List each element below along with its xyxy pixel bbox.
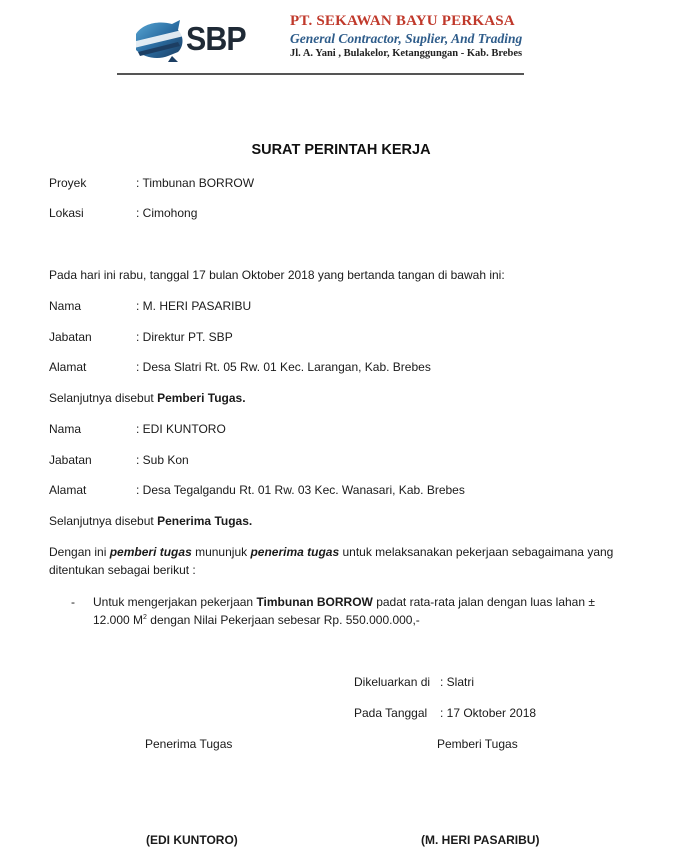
instruction-text: untuk melaksanakan pekerjaan sebagaimana yang (339, 545, 614, 559)
signature-right-name: (M. HERI PASARIBU) (421, 833, 540, 847)
party2-alamat-label: Alamat (49, 483, 87, 497)
signature-left-name: (EDI KUNTORO) (146, 833, 238, 847)
task-project-name: Timbunan BORROW (256, 595, 373, 609)
company-address: Jl. A. Yani , Bulakelor, Ketanggungan - Kab. Brebes (290, 48, 523, 59)
intro-text: Pada hari ini rabu, tanggal 17 bulan Oktober 2018 yang bertanda tangan di bawah ini: (49, 268, 505, 282)
party1-alamat-label: Alamat (49, 360, 87, 374)
task-bullet: - (71, 595, 75, 609)
instruction-line-2: ditentukan sebagai berikut : (49, 563, 196, 577)
party2-jabatan-label: Jabatan (49, 453, 92, 467)
party1-alamat-value: : Desa Slatri Rt. 05 Rw. 01 Kec. Larangan, Kab. Brebes (136, 360, 431, 374)
instruction-text: Dengan ini (49, 545, 110, 559)
party1-jabatan-value: : Direktur PT. SBP (136, 330, 233, 344)
lokasi-label: Lokasi (49, 206, 84, 220)
company-logo (128, 16, 253, 66)
task-area: 12.000 M (93, 613, 144, 627)
lokasi-value: : Cimohong (136, 206, 198, 220)
party2-nama-value: : EDI KUNTORO (136, 422, 226, 436)
proyek-label: Proyek (49, 176, 87, 190)
task-value: dengan Nilai Pekerjaan sebesar Rp. 550.000.000,- (146, 613, 420, 627)
party2-reference (49, 514, 252, 528)
logo-text: SBP (186, 20, 246, 57)
document-title: SURAT PERINTAH KERJA (251, 142, 431, 158)
task-text: padat rata-rata jalan dengan luas lahan ± (372, 595, 595, 609)
party1-jabatan-label: Jabatan (49, 330, 92, 344)
party2-alamat-value: : Desa Tegalgandu Rt. 01 Rw. 03 Kec. Wanasari, Kab. Brebes (136, 483, 465, 497)
party2-ref-prefix: Selanjutnya disebut (49, 514, 158, 528)
instruction-text: mununjuk (191, 545, 251, 559)
company-name: PT. SEKAWAN BAYU PERKASA (290, 13, 515, 29)
task-line-2 (93, 613, 420, 627)
issued-date-label: Pada Tanggal (354, 706, 428, 720)
instruction-line-1 (49, 545, 613, 559)
party1-reference (49, 391, 246, 405)
task-line-1 (93, 595, 595, 609)
letterhead-divider (117, 73, 524, 75)
proyek-value: : Timbunan BORROW (136, 176, 255, 190)
signature-left-role: Penerima Tugas (145, 737, 233, 751)
task-text: Untuk mengerjakan pekerjaan (93, 595, 257, 609)
globe-logo-icon (128, 16, 188, 66)
issued-place-value: : Slatri (440, 675, 475, 689)
company-tagline: General Contractor, Suplier, And Trading (290, 31, 523, 46)
party2-nama-label: Nama (49, 422, 82, 436)
party1-ref-prefix: Selanjutnya disebut (49, 391, 158, 405)
task-area-superscript: 2 (143, 614, 147, 621)
issued-place-label: Dikeluarkan di (354, 675, 431, 689)
party1-nama-value: : M. HERI PASARIBU (136, 299, 252, 313)
party2-jabatan-value: : Sub Kon (136, 453, 189, 467)
signature-right-role: Pemberi Tugas (437, 737, 518, 751)
party1-nama-label: Nama (49, 299, 82, 313)
party2-ref-role: Penerima Tugas. (157, 514, 253, 528)
instruction-emphasis-penerima: penerima tugas (250, 545, 340, 559)
issued-date-value: : 17 Oktober 2018 (440, 706, 537, 720)
instruction-emphasis-pemberi: pemberi tugas (109, 545, 192, 559)
party1-ref-role: Pemberi Tugas. (157, 391, 246, 405)
